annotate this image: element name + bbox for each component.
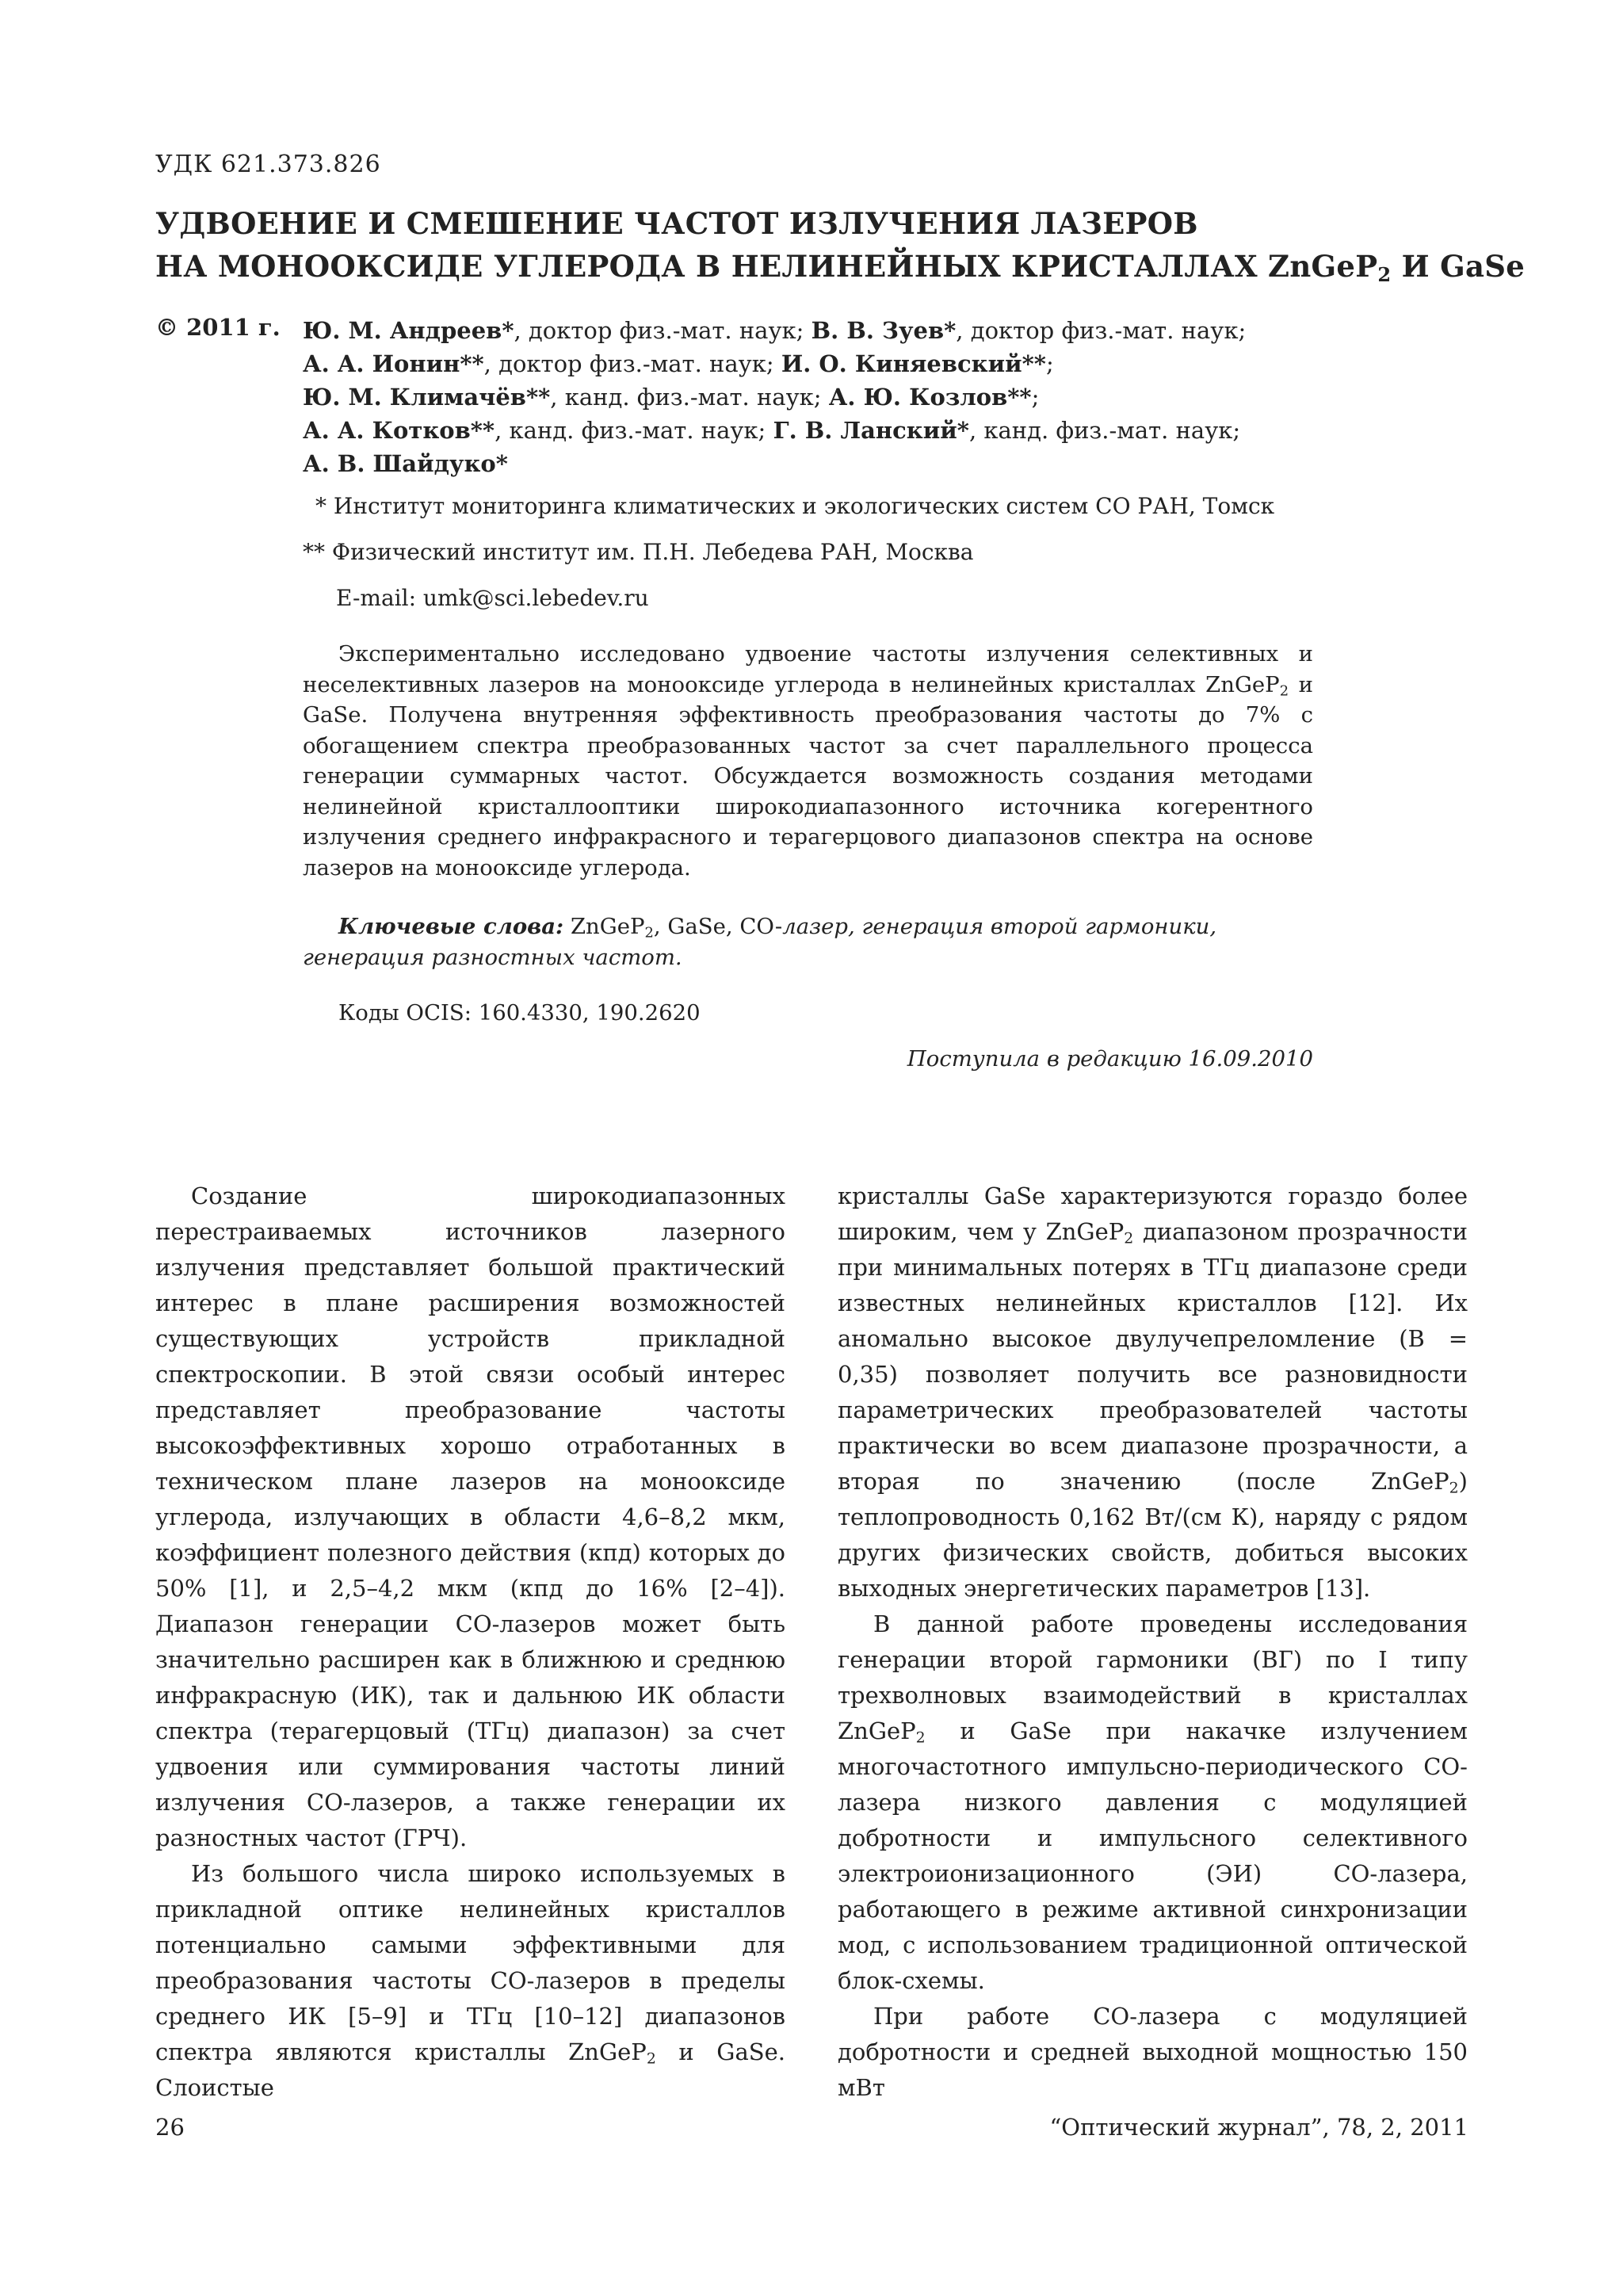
body-column-right [838, 1179, 1468, 2106]
abstract: Экспериментально исследовано удвоение частоты излучения селективных и неселективных лазеров на монооксиде углерода в нелинейных кристаллах ZnGeP$_2$ и GaSe. Получена внутренняя эффективность преобразования частоты до 7% с обогащением спектра преобразованных частот за счет параллельного процесса генерации суммарных частот. Обсуждается возможность создания методами нелинейной кристаллооптики широкодиапазонного источника когерентного излучения среднего инфракрасного и терагерцового диапазонов спектра на основе лазеров на монооксиде углерода. [303, 641, 1313, 881]
page-number: 26 [155, 2114, 185, 2141]
keywords: Ключевые слова: ZnGeP$_2$, GaSe, CO-лазер, генерация второй гармоники, генерация разностных частот. [303, 914, 1217, 970]
article-title [155, 202, 1525, 288]
keywords-label: Ключевые слова: [338, 914, 564, 939]
author-line: Ю. М. Андреев*, доктор физ.-мат. наук; В. В. Зуев*, доктор физ.-мат. наук; [303, 317, 1247, 344]
received-date: Поступила в редакцию 16.09.2010 [907, 1046, 1313, 1072]
paragraph: При работе СО-лазера с модуляцией добротности и средней выходной мощностью 150 мВт [838, 2003, 1468, 2101]
udk-code: УДК 621.373.826 [155, 151, 381, 178]
title-line-1: УДВОЕНИЕ И СМЕШЕНИЕ ЧАСТОТ ИЗЛУЧЕНИЯ ЛАЗЕРОВ [155, 206, 1198, 241]
affiliation-1: * Институт мониторинга климатических и экологических систем СО РАН, Томск [315, 493, 1275, 519]
author-line: А. В. Шайдуко* [303, 450, 508, 477]
contact-email: E-mail: umk@sci.lebedev.ru [336, 585, 649, 611]
author-line: Ю. М. Климачёв**, канд. физ.-мат. наук; А. Ю. Козлов**; [303, 384, 1040, 411]
journal-citation: “Оптический журнал”, 78, 2, 2011 [1049, 2114, 1468, 2141]
author-line: А. А. Ионин**, доктор физ.-мат. наук; И. О. Киняевский**; [303, 350, 1054, 377]
author-line: А. А. Котков**, канд. физ.-мат. наук; Г. В. Ланский*, канд. физ.-мат. наук; [303, 417, 1241, 444]
copyright: © 2011 г. [155, 314, 281, 341]
paragraph: В данной работе проведены исследования генерации второй гармоники (ВГ) по I типу трехволновых взаимодействий в кристаллах ZnGeP$_2$ и GaSe при накачке излучением многочастотного импульсно-периодического СО-лазера низкого давления с модуляцией добротности и импульсного селективного электроионизационного (ЭИ) СО-лазера, работающего в режиме активной синхронизации мод, с использованием традиционной оптической блок-схемы. [838, 1610, 1468, 1994]
title-line-2: НА МОНООКСИДЕ УГЛЕРОДА В НЕЛИНЕЙНЫХ КРИСТАЛЛАХ ZnGeP$_2$ И GaSe [155, 249, 1526, 286]
paragraph: Из большого числа широко используемых в прикладной оптике нелинейных кристаллов потенциально самыми эффективными для преобразования частоты СО-лазеров в пределы среднего ИК [5–9] и ТГц [10–12] диапазонов спектра являются кристаллы ZnGeP$_2$ и GaSe. Слоистые [155, 1860, 786, 2101]
affiliation-2: ** Физический институт им. П.Н. Лебедева РАН, Москва [303, 539, 974, 565]
paragraph: Создание широкодиапазонных перестраиваемых источников лазерного излучения представляет большой практический интерес в плане расширения возможностей существующих устройств прикладной спектроскопии. В этой связи особый интерес представляет преобразование частоты высокоэффективных хорошо отработанных в техническом плане лазеров на монооксиде углерода, излучающих в области 4,6–8,2 мкм, коэффициент полезного действия (кпд) которых до 50% [1], и 2,5–4,2 мкм (кпд до 16% [2–4]). Диапазон генерации СО-лазеров может быть значительно расширен как в ближнюю и среднюю инфракрасную (ИК), так и дальнюю ИК области спектра (терагерцовый (ТГц) диапазон) за счет удвоения или суммирования частоты линий излучения СО-лазеров, а также генерации их разностных частот (ГРЧ). [155, 1182, 785, 1851]
author-list [303, 314, 1333, 480]
body-column-left [155, 1179, 785, 2106]
ocis-codes: Коды OCIS: 160.4330, 190.2620 [338, 1000, 701, 1026]
paragraph: кристаллы GaSe характеризуются гораздо более широким, чем у ZnGeP$_2$ диапазоном прозрачности при минимальных потерях в ТГц диапазоне среди известных нелинейных кристаллов [12]. Их аномально высокое двулучепреломление (B = 0,35) позволяет получить все разновидности параметрических преобразователей частоты практически во всем диапазоне прозрачности, а вторая по значению (после ZnGeP$_2$) теплопроводность 0,162 Вт/(см К), наряду с рядом других физических свойств, добиться высоких выходных энергетических параметров [13]. [838, 1182, 1468, 1602]
